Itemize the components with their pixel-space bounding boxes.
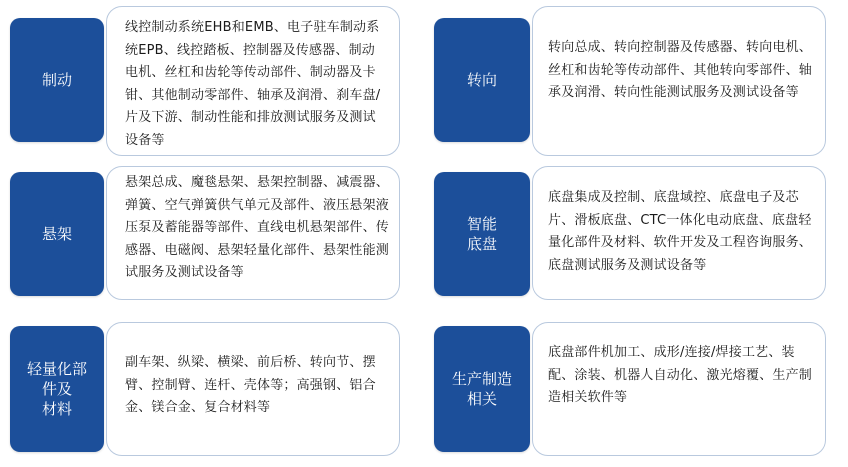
category-label-suspension: 悬架 xyxy=(10,172,104,296)
category-label-braking: 制动 xyxy=(10,18,104,142)
category-description-braking: 线控制动系统EHB和EMB、电子驻车制动系统EPB、线控踏板、控制器及传感器、制动电机、丝杠和齿轮等传动部件、制动器及卡钳、其他制动零部件、轴承及润滑、刹车盘/片及下游、制动性能和排放测试服务及测试设备等 xyxy=(125,20,381,148)
category-description-manufacturing: 底盘部件机加工、成形/连接/焊接工艺、装配、涂装、机器人自动化、激光熔覆、生产制造相关软件等 xyxy=(548,345,813,405)
category-description-suspension: 悬架总成、魔毯悬架、悬架控制器、减震器、弹簧、空气弹簧供气单元及部件、液压悬架液压泵及蓄能器等部件、直线电机悬架部件、传感器、电磁阀、悬架轻量化部件、悬架性能测试服务及测试设备等 xyxy=(125,175,390,280)
category-label-manufacturing: 生产制造 相关 xyxy=(434,326,530,452)
category-label-smart-chassis: 智能 底盘 xyxy=(434,172,530,296)
category-description-smart-chassis: 底盘集成及控制、底盘域控、底盘电子及芯片、滑板底盘、CTC一体化电动底盘、底盘轻量化部件及材料、软件开发及工程咨询服务、底盘测试服务及测试设备等 xyxy=(548,190,813,273)
category-label-steering: 转向 xyxy=(434,18,530,142)
category-description-lightweight: 副车架、纵梁、横梁、前后桥、转向节、摆臂、控制臂、连杆、壳体等；高强钢、铝合金、镁合金、复合材料等 xyxy=(125,355,376,415)
category-description-steering: 转向总成、转向控制器及传感器、转向电机、丝杠和齿轮等传动部件、其他转向零部件、轴承及润滑、转向性能测试服务及测试设备等 xyxy=(548,40,813,100)
category-label-lightweight: 轻量化部 件及 材料 xyxy=(10,326,104,452)
